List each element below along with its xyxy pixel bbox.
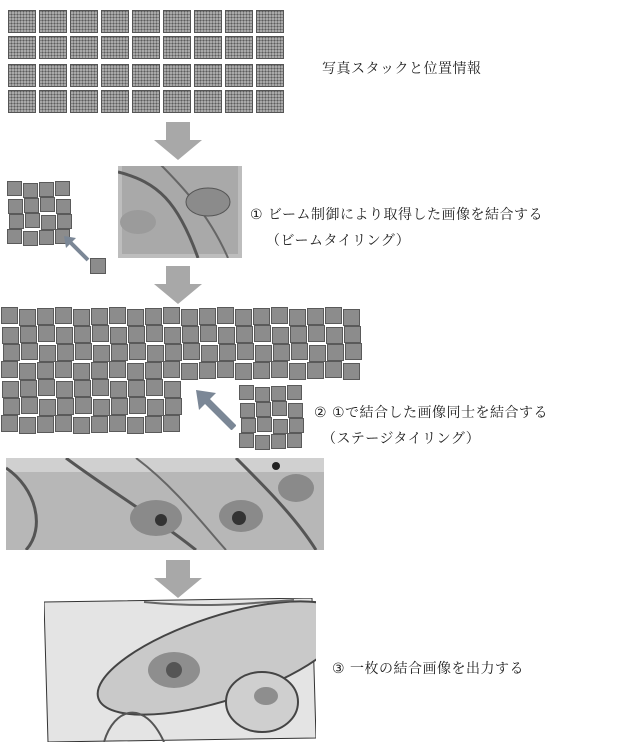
stageblock-tile <box>240 403 255 418</box>
stagegrid-tile <box>219 344 236 361</box>
stagegrid-tile <box>271 307 288 324</box>
stagegrid-tile <box>307 308 324 325</box>
stagegrid-tile <box>127 363 144 380</box>
stack-tile <box>163 36 191 59</box>
stack-tile <box>225 64 253 87</box>
beamgrid-tile <box>57 214 72 229</box>
stack-tile <box>194 10 222 33</box>
beamgrid-tile <box>8 199 23 214</box>
stagegrid-tile <box>38 379 55 396</box>
stagegrid-tile <box>20 326 37 343</box>
beamgrid-tile <box>9 214 24 229</box>
beamgrid-tile <box>25 213 40 228</box>
stack-tile <box>70 90 98 113</box>
stack-tile <box>132 36 160 59</box>
stagegrid-tile <box>235 363 252 380</box>
stagegrid-tile <box>182 326 199 343</box>
stagegrid-tile <box>39 399 56 416</box>
stagegrid-tile <box>200 325 217 342</box>
stack-tile <box>163 10 191 33</box>
stagegrid-tile <box>147 399 164 416</box>
stack-tile <box>39 10 67 33</box>
stagegrid-tile <box>37 308 54 325</box>
beamgrid-tile <box>55 181 70 196</box>
step1-label-line2: （ビームタイリング） <box>266 233 411 249</box>
stagegrid-tile <box>129 397 146 414</box>
stagegrid-tile <box>109 307 126 324</box>
step2-label-line2: （ステージタイリング） <box>322 431 481 447</box>
down-arrow-2 <box>152 266 204 306</box>
stagegrid-tile <box>93 345 110 362</box>
stagegrid-tile <box>3 398 20 415</box>
stageblock-tile <box>271 434 286 449</box>
stagegrid-tile <box>345 343 362 360</box>
stagegrid-tile <box>75 397 92 414</box>
stack-tile <box>101 90 129 113</box>
stagegrid-tile <box>308 325 325 342</box>
stagegrid-tile <box>217 307 234 324</box>
stagegrid-tile <box>1 361 18 378</box>
stack-tile <box>163 64 191 87</box>
stack-tile <box>132 90 160 113</box>
stack-tile <box>256 10 284 33</box>
stagegrid-tile <box>325 307 342 324</box>
stagegrid-tile <box>273 344 290 361</box>
stage-tile-grid <box>2 308 362 432</box>
stack-tile <box>225 10 253 33</box>
stack-tile <box>256 64 284 87</box>
stack-tile <box>225 90 253 113</box>
stagegrid-tile <box>19 309 36 326</box>
stagegrid-tile <box>111 398 128 415</box>
stagegrid-tile <box>255 345 272 362</box>
stagegrid-tile <box>146 379 163 396</box>
beamgrid-tile <box>41 215 56 230</box>
beam-assembly-arrow <box>62 234 90 262</box>
stagegrid-tile <box>181 309 198 326</box>
stagegrid-tile <box>74 380 91 397</box>
stagegrid-tile <box>91 308 108 325</box>
stagegrid-tile <box>57 398 74 415</box>
stagegrid-tile <box>1 307 18 324</box>
stack-label: 写真スタックと位置情報 <box>322 61 482 77</box>
stack-tile <box>39 90 67 113</box>
down-arrow-1 <box>152 122 204 162</box>
stagegrid-tile <box>93 399 110 416</box>
beamgrid-tile <box>39 182 54 197</box>
single-beam-tile <box>90 258 106 274</box>
beamgrid-tile <box>23 183 38 198</box>
stagegrid-tile <box>236 326 253 343</box>
final-output-image <box>44 598 316 742</box>
stagegrid-tile <box>38 325 55 342</box>
stagegrid-tile <box>2 381 19 398</box>
stack-tile <box>101 10 129 33</box>
stagegrid-tile <box>37 416 54 433</box>
stagegrid-tile <box>109 361 126 378</box>
stagegrid-tile <box>19 363 36 380</box>
stagegrid-tile <box>127 309 144 326</box>
stagegrid-tile <box>145 362 162 379</box>
stagegrid-tile <box>163 361 180 378</box>
stagegrid-tile <box>20 380 37 397</box>
stack-tile <box>132 10 160 33</box>
stageblock-tile <box>287 385 302 400</box>
stagegrid-tile <box>127 417 144 434</box>
stagegrid-tile <box>165 344 182 361</box>
stagegrid-tile <box>165 398 182 415</box>
stack-tile <box>70 36 98 59</box>
beamgrid-tile <box>23 231 38 246</box>
stageblock-tile <box>272 401 287 416</box>
stagegrid-tile <box>129 343 146 360</box>
stagegrid-tile <box>145 308 162 325</box>
stagegrid-tile <box>181 363 198 380</box>
stagegrid-tile <box>327 344 344 361</box>
stack-tile <box>8 10 36 33</box>
stageblock-tile <box>289 418 304 433</box>
stagegrid-tile <box>271 361 288 378</box>
stagegrid-tile <box>253 362 270 379</box>
stagegrid-tile <box>217 361 234 378</box>
stagegrid-tile <box>55 361 72 378</box>
stack-tile <box>194 64 222 87</box>
stagegrid-tile <box>75 343 92 360</box>
stagegrid-tile <box>21 397 38 414</box>
stack-tile <box>8 90 36 113</box>
stagegrid-tile <box>253 308 270 325</box>
down-arrow-3 <box>152 560 204 600</box>
stack-tile <box>194 90 222 113</box>
stack-tile <box>101 64 129 87</box>
stagegrid-tile <box>39 345 56 362</box>
stagegrid-tile <box>91 416 108 433</box>
stagegrid-tile <box>289 363 306 380</box>
stageblock-tile <box>288 403 303 418</box>
stack-tile <box>39 36 67 59</box>
stagegrid-tile <box>343 363 360 380</box>
stageblock-tile <box>255 435 270 450</box>
stagegrid-tile <box>325 361 342 378</box>
stagegrid-tile <box>307 362 324 379</box>
beamgrid-tile <box>56 199 71 214</box>
beamgrid-tile <box>40 197 55 212</box>
stagegrid-tile <box>309 345 326 362</box>
stagegrid-tile <box>55 415 72 432</box>
stagegrid-tile <box>111 344 128 361</box>
stack-tile <box>39 64 67 87</box>
stagegrid-tile <box>199 308 216 325</box>
stack-tile <box>194 36 222 59</box>
stack-tile <box>163 90 191 113</box>
stagegrid-tile <box>92 325 109 342</box>
stagegrid-tile <box>55 307 72 324</box>
stack-tile <box>101 36 129 59</box>
stagegrid-tile <box>199 362 216 379</box>
stagegrid-tile <box>3 344 20 361</box>
stagegrid-tile <box>92 379 109 396</box>
stack-tile <box>256 90 284 113</box>
stagegrid-tile <box>164 327 181 344</box>
stagegrid-tile <box>128 380 145 397</box>
stagegrid-tile <box>254 325 271 342</box>
stagegrid-tile <box>21 343 38 360</box>
stagegrid-tile <box>74 326 91 343</box>
stagegrid-tile <box>73 417 90 434</box>
step2-label-line1: ② ①で結合した画像同士を結合する <box>314 405 549 421</box>
stageblock-tile <box>271 386 286 401</box>
stageblock-tile <box>255 387 270 402</box>
stagegrid-tile <box>56 327 73 344</box>
stagegrid-tile <box>326 327 343 344</box>
stageblock-tile <box>239 433 254 448</box>
stageblock-tile <box>239 385 254 400</box>
stagegrid-tile <box>237 343 254 360</box>
beam-tile-image <box>118 162 242 258</box>
stagegrid-tile <box>235 309 252 326</box>
stagegrid-tile <box>73 363 90 380</box>
stagegrid-tile <box>163 415 180 432</box>
beamgrid-tile <box>7 229 22 244</box>
stage-block-grid <box>240 386 304 450</box>
stack-tile <box>8 64 36 87</box>
stagegrid-tile <box>110 327 127 344</box>
stagegrid-tile <box>2 327 19 344</box>
beamgrid-tile <box>24 198 39 213</box>
photo-stack-grid <box>8 10 290 118</box>
stagegrid-tile <box>128 326 145 343</box>
stagegrid-tile <box>109 415 126 432</box>
stagegrid-tile <box>73 309 90 326</box>
stagegrid-tile <box>91 362 108 379</box>
stack-tile <box>256 36 284 59</box>
stagegrid-tile <box>272 327 289 344</box>
stageblock-tile <box>256 402 271 417</box>
stagegrid-tile <box>183 343 200 360</box>
step1-label-line1: ① ビーム制御により取得した画像を結合する <box>250 207 543 223</box>
stagegrid-tile <box>289 309 306 326</box>
stageblock-tile <box>257 417 272 432</box>
stagegrid-tile <box>201 345 218 362</box>
stack-tile <box>70 10 98 33</box>
stack-tile <box>132 64 160 87</box>
stagegrid-tile <box>290 326 307 343</box>
stagegrid-tile <box>110 381 127 398</box>
stagegrid-tile <box>57 344 74 361</box>
stagegrid-tile <box>344 326 361 343</box>
stack-tile <box>70 64 98 87</box>
stagegrid-tile <box>343 309 360 326</box>
stagegrid-tile <box>146 325 163 342</box>
stagegrid-tile <box>147 345 164 362</box>
stagegrid-tile <box>37 362 54 379</box>
beamgrid-tile <box>7 181 22 196</box>
stitched-panorama-image <box>6 458 324 550</box>
stagegrid-tile <box>56 381 73 398</box>
stageblock-tile <box>241 418 256 433</box>
stage-assembly-arrow <box>194 388 236 430</box>
stagegrid-tile <box>218 327 235 344</box>
stagegrid-tile <box>1 415 18 432</box>
stageblock-tile <box>273 419 288 434</box>
stack-tile <box>8 36 36 59</box>
stagegrid-tile <box>291 343 308 360</box>
stagegrid-tile <box>164 381 181 398</box>
stack-tile <box>225 36 253 59</box>
stageblock-tile <box>287 433 302 448</box>
stagegrid-tile <box>145 416 162 433</box>
stagegrid-tile <box>163 307 180 324</box>
stagegrid-tile <box>19 417 36 434</box>
step3-label: ③ 一枚の結合画像を出力する <box>332 661 525 677</box>
beamgrid-tile <box>39 230 54 245</box>
